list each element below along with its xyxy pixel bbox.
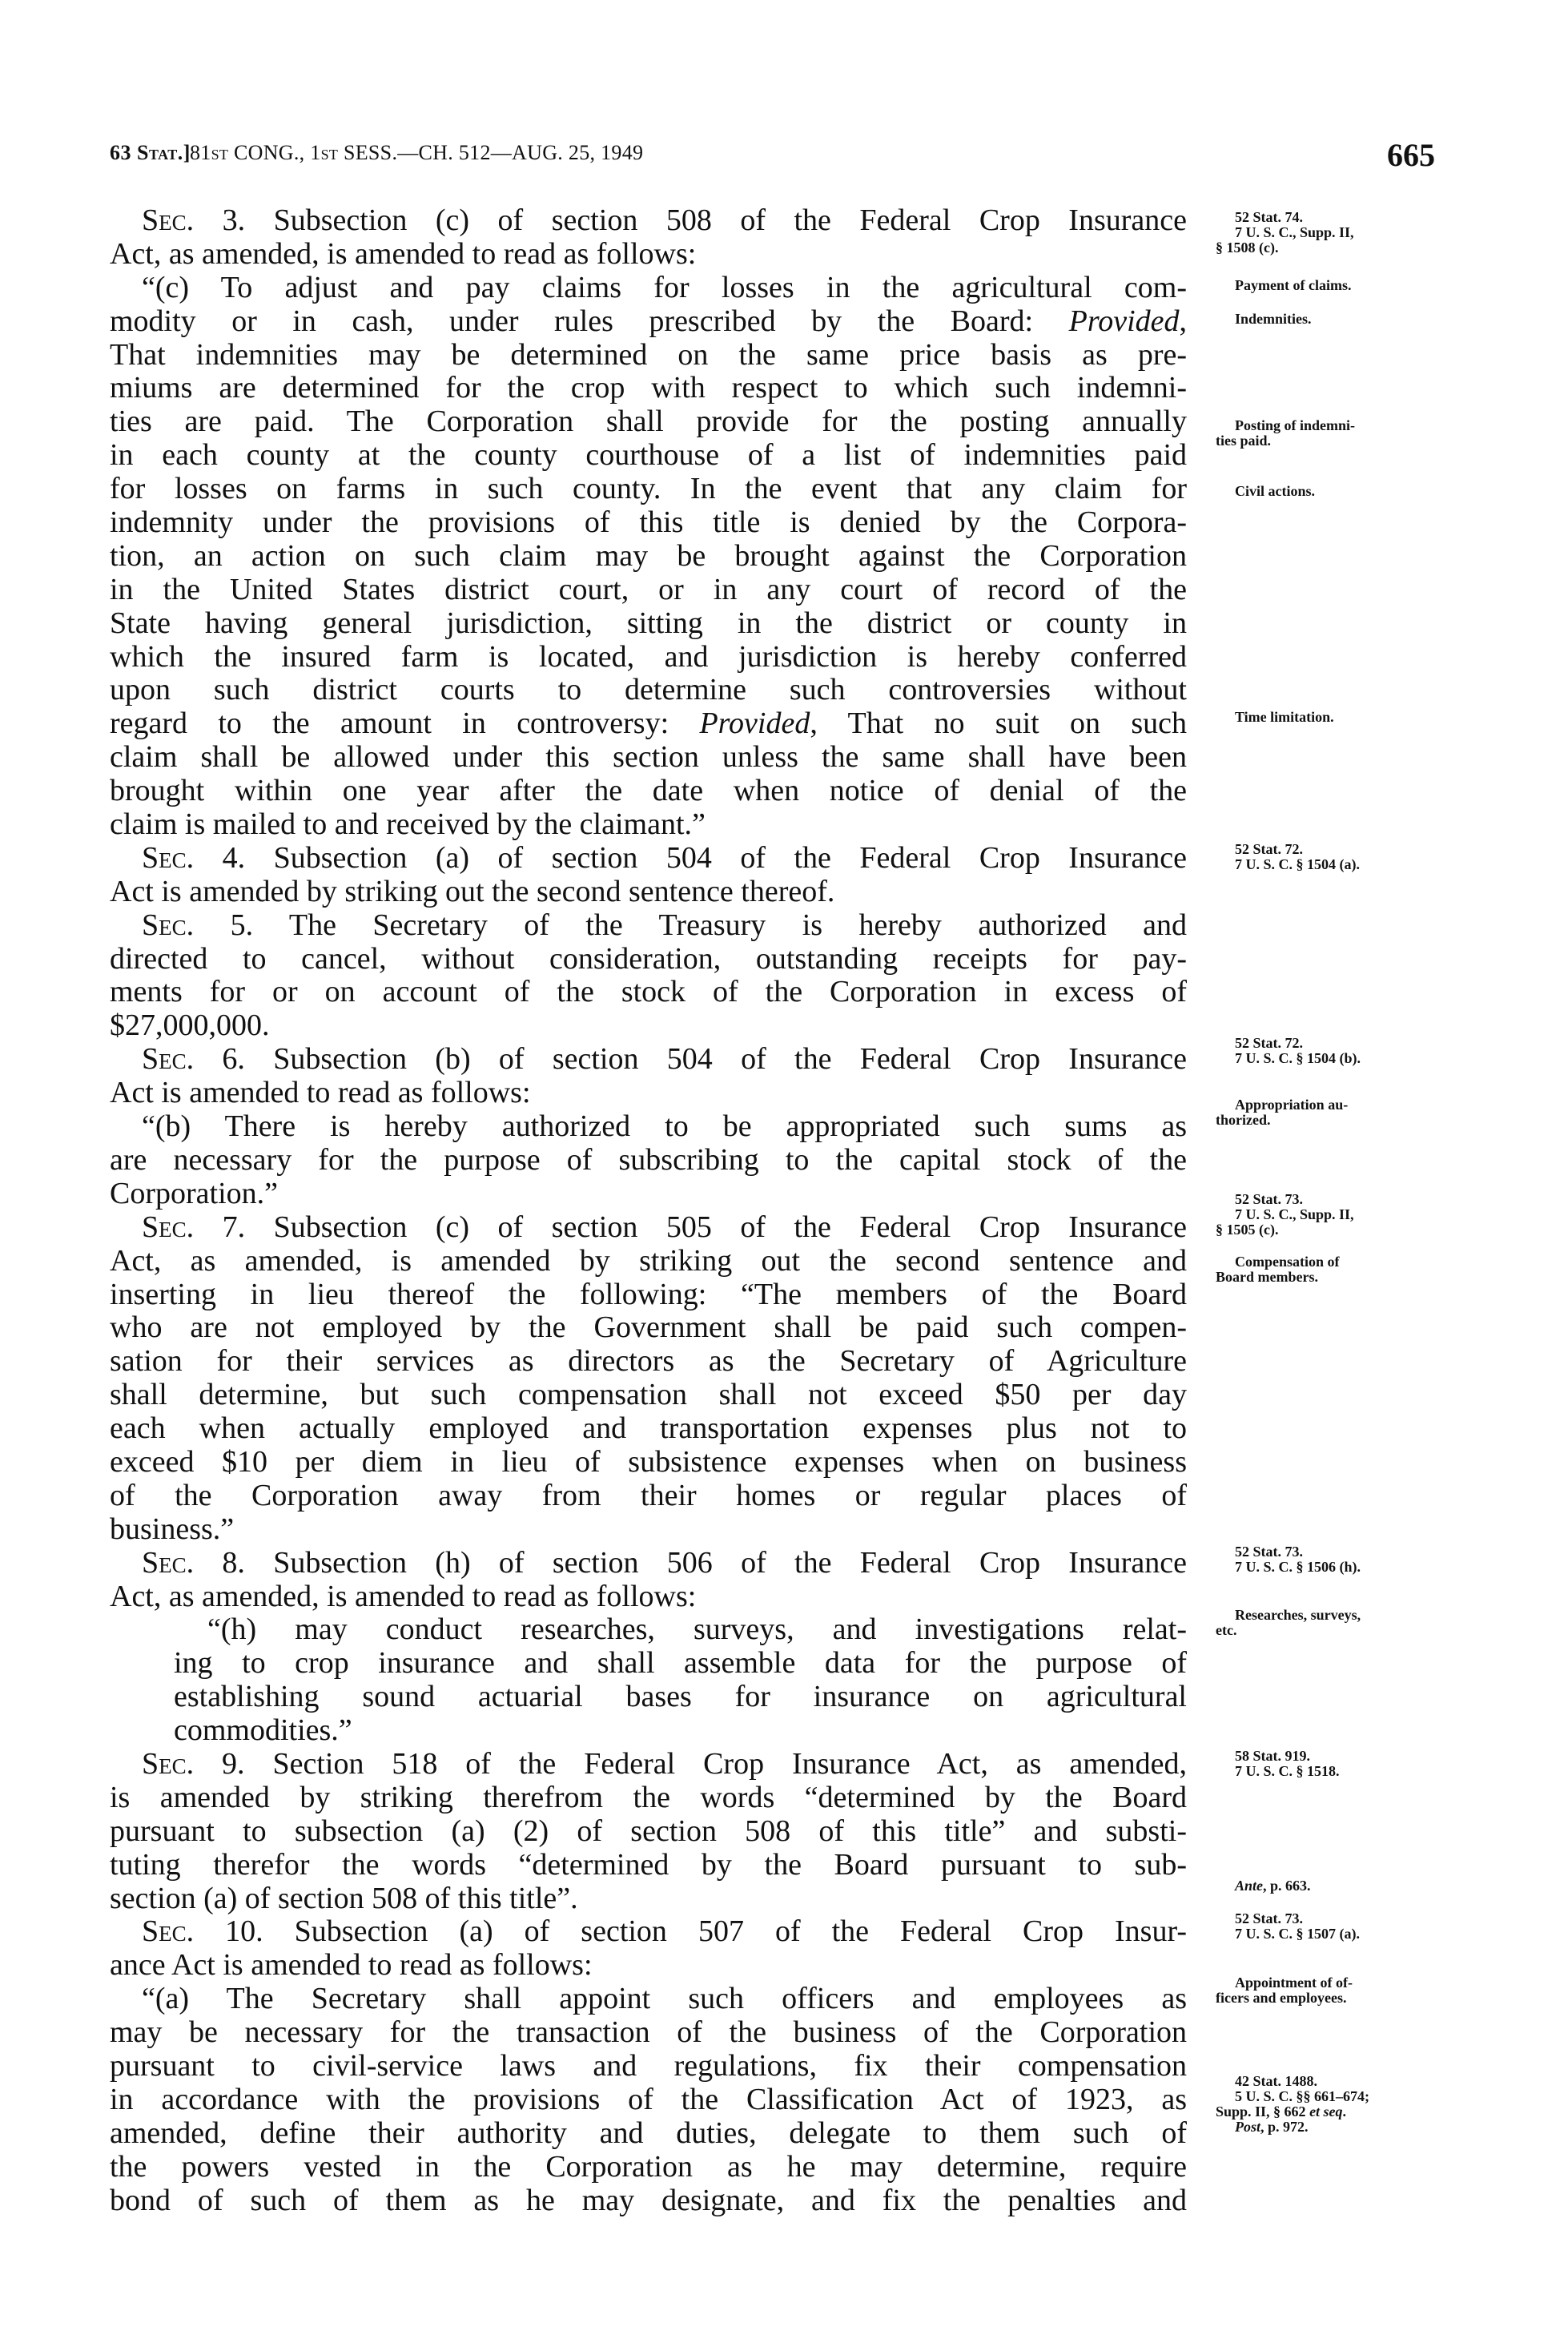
line-text: “(a) The Secretary shall appoint such officers and employees as [142,1983,1187,2016]
margin-note-line: 52 Stat. 73. [1235,1191,1303,1207]
text-line [110,1178,1187,1211]
section-heading-line [110,909,1187,943]
section-number: Sec. 4. [142,841,246,875]
margin-note-line: Appointment of of- [1235,1975,1353,1991]
margin-note-line: Board members. [1216,1269,1318,1285]
margin-note-line: 7 U. S. C., Supp. II, [1235,1206,1354,1222]
margin-note-line: Supp. II, § 662 et seq. [1216,2103,1347,2120]
text-line [110,1882,1187,1916]
text-line [110,1647,1187,1681]
line-text: establishing sound actuarial bases for insurance on agricultural [174,1681,1187,1714]
line-text: brought within one year after the date when notice of denial of the [110,775,1187,808]
margin-note-line: 7 U. S. C. § 1518. [1235,1763,1340,1779]
section-number: Sec. 3. [142,204,246,237]
line-text: is amended by striking therefrom the words “determined by the Board [110,1781,1187,1814]
line-text: commodities.” [174,1714,352,1748]
line-text: in the United States district court, or in any court of record of the [110,573,1187,606]
text-line [110,1815,1187,1849]
text-line [110,741,1187,775]
line-text: for losses on farms in such county. In the event that any claim for [110,473,1187,506]
line-text: Act, as amended, is amended by striking out the second sentence and [110,1244,1187,1278]
line-text-continued: , [1179,304,1187,338]
text-line [110,1983,1187,2016]
section-number: Sec. 5. [142,908,254,942]
line-text: are necessary for the purpose of subscribing to the capital stock of the [110,1143,1187,1177]
margin-note [1216,1036,1436,1066]
text-line [110,707,1187,741]
line-text: Subsection (c) of section 505 of the Federal Crop Insurance [245,1210,1187,1244]
line-text: upon such district courts to determine such controversies without [110,674,1187,707]
proviso-italic: Provided [1068,304,1180,338]
margin-note-line: ficers and employees. [1216,1990,1347,2006]
text-line [110,674,1187,707]
volume-reference: 63 Stat.] [110,141,191,164]
margin-note-line: § 1508 (c). [1216,240,1279,256]
section-heading-line [110,1915,1187,1949]
text-line [110,2117,1187,2151]
margin-note-line: ties paid. [1216,433,1272,449]
line-text: State having general jurisdiction, sitting in the district or county in [110,606,1187,640]
text-line [110,1077,1187,1110]
line-text: business.” [110,1512,235,1546]
margin-note-line: etc. [1216,1622,1237,1638]
text-line [110,1009,1187,1043]
margin-note-line: 52 Stat. 74. [1235,209,1303,225]
margin-note [1216,312,1436,327]
text-line [110,1613,1187,1647]
margin-note [1216,1975,1436,2006]
margin-note-line: 7 U. S. C. § 1506 (h). [1235,1559,1361,1575]
text-line [110,1245,1187,1278]
line-text: claim shall be allowed under this section unless the same shall have been [110,741,1187,775]
line-text: regard to the amount in controversy: [110,707,700,741]
margin-note-line: Payment of claims. [1235,277,1352,293]
line-text: in each county at the county courthouse of a list of indemnities paid [110,439,1187,473]
line-text: each when actually employed and transportation expenses plus not to [110,1412,1187,1446]
line-text: “(c) To adjust and pay claims for losses in the agricultural com- [142,271,1187,304]
margin-note [1216,1911,1436,1942]
line-text: may be necessary for the transaction of the business of the Corporation [110,2016,1187,2050]
margin-note-line: 58 Stat. 919. [1235,1748,1310,1764]
text-line [110,943,1187,976]
text-line [110,473,1187,506]
margin-note [1216,484,1436,499]
line-text: of the Corporation away from their homes or regular places of [110,1479,1187,1512]
line-text: claim is mailed to and received by the claimant.” [110,808,706,842]
line-text: section (a) of section 508 of this title”. [110,1882,578,1915]
line-text: shall determine, but such compensation shall not exceed $50 per day [110,1379,1187,1412]
margin-note [1216,842,1436,872]
line-text-continued: , That no suit on such [810,707,1187,741]
line-text: modity or in cash, under rules prescribed by the Board: [110,304,1069,338]
line-text: exceed $10 per diem in lieu of subsistence expenses when on business [110,1445,1187,1479]
line-text: who are not employed by the Government shall be paid such compen- [110,1311,1187,1345]
text-line [110,1110,1187,1144]
margin-note-line: 52 Stat. 72. [1235,1035,1303,1051]
text-line [110,1345,1187,1379]
margin-note-line: 5 U. S. C. §§ 661–674; [1235,2088,1370,2104]
text-line [110,775,1187,808]
line-text: $27,000,000. [110,1009,270,1043]
text-line [110,1144,1187,1178]
text-line [110,808,1187,842]
line-text: ties are paid. The Corporation shall provide for the posting annually [110,405,1187,439]
line-text: “(h) may conduct researches, surveys, and investigations relat- [207,1613,1187,1647]
section-number: Sec. 7. [142,1210,246,1244]
text-line [110,1379,1187,1412]
line-text: Subsection (b) of section 504 of the Federal Crop Insurance [244,1043,1187,1077]
margin-note-line: 52 Stat. 72. [1235,841,1303,857]
text-line [110,2083,1187,2117]
margin-note-line: 42 Stat. 1488. [1235,2073,1317,2089]
margin-note-line: Researches, surveys, [1235,1607,1361,1623]
text-line [110,2184,1187,2218]
margin-note-line: thorized. [1216,1112,1271,1128]
text-line [110,641,1187,674]
text-line [110,1513,1187,1547]
line-text: in accordance with the provisions of the Classification Act of 1923, as [110,2083,1187,2116]
text-line [110,2050,1187,2083]
text-line [110,1681,1187,1714]
line-text: pursuant to subsection (a) (2) of section 508 of this title” and substi- [110,1814,1187,1848]
line-text: Subsection (c) of section 508 of the Federal Crop Insurance [245,204,1187,237]
page-number: 665 [1387,137,1435,173]
line-text: The Secretary of the Treasury is hereby authorized and [253,908,1187,942]
text-line [110,2151,1187,2184]
section-heading-line [110,1748,1187,1781]
margin-note [1216,210,1436,256]
section-heading-line [110,1211,1187,1245]
margin-note [1216,1878,1436,1894]
line-text: the powers vested in the Corporation as he may determine, require [110,2150,1187,2184]
text-line [110,506,1187,540]
text-line [110,1714,1187,1748]
line-text: indemnity under the provisions of this title is denied by the Corpora- [110,506,1187,540]
text-line [110,1580,1187,1614]
margin-note [1216,1544,1436,1575]
text-line [110,305,1187,339]
text-line [110,2016,1187,2050]
margin-note [1216,418,1436,449]
section-number: Sec. 10. [142,1915,263,1949]
text-line [110,976,1187,1009]
margin-note [1216,1097,1436,1128]
session-chapter-date: 81st CONG., 1st SESS.—CH. 512—AUG. 25, 1949 [190,141,644,164]
text-line [110,339,1187,372]
statute-body-text [110,204,1187,2217]
line-text: ing to crop insurance and shall assemble data for the purpose of [174,1647,1187,1681]
line-text: “(b) There is hereby authorized to be appropriated such sums as [142,1110,1187,1144]
margin-note [1216,1254,1436,1285]
section-number: Sec. 9. [142,1747,245,1781]
line-text: Subsection (a) of section 507 of the Federal Crop Insur- [263,1915,1187,1949]
margin-note [1216,1192,1436,1238]
line-text: Section 518 of the Federal Crop Insurance Act, as amended, [244,1747,1187,1781]
margin-note-line: 52 Stat. 73. [1235,1544,1303,1560]
line-text: Act is amended by striking out the second sentence thereof. [110,875,835,908]
running-head [110,136,1435,171]
line-text: bond of such of them as he may designate, and fix the penalties and [110,2184,1187,2217]
margin-note-line: Posting of indemni- [1235,417,1356,433]
text-line [110,1278,1187,1312]
text-line [110,238,1187,272]
line-text: miums are determined for the crop with respect to which such indemni- [110,372,1187,405]
margin-note [1216,710,1436,725]
line-text: Act, as amended, is amended to read as follows: [110,237,697,271]
line-text: Subsection (h) of section 506 of the Federal Crop Insurance [244,1546,1187,1580]
text-line [110,372,1187,405]
text-line [110,540,1187,574]
margin-note-line: Indemnities. [1235,311,1312,327]
line-text: sation for their services as directors as the Secretary of Agriculture [110,1345,1187,1379]
line-text: inserting in lieu thereof the following: “The members of the Board [110,1278,1187,1311]
margin-note-line: 7 U. S. C. § 1507 (a). [1235,1926,1360,1942]
margin-note [1216,2074,1436,2135]
text-line [110,405,1187,439]
text-line [110,607,1187,641]
margin-note-line: 7 U. S. C. § 1504 (b). [1235,1050,1361,1066]
margin-note-line: 52 Stat. 73. [1235,1910,1303,1926]
margin-note [1216,278,1436,293]
line-text: Act, as amended, is amended to read as follows: [110,1580,697,1613]
line-text: directed to cancel, without consideration, outstanding receipts for pay- [110,942,1187,976]
line-text: That indemnities may be determined on the same price basis as pre- [110,338,1187,372]
line-text: amended, define their authority and duties, delegate to them such of [110,2116,1187,2150]
section-heading-line [110,1043,1187,1077]
text-line [110,1949,1187,1983]
margin-note-line: Appropriation au- [1235,1097,1349,1113]
margin-note-line: Civil actions. [1235,483,1316,499]
text-line [110,1849,1187,1882]
line-text: pursuant to civil-service laws and regulations, fix their compensation [110,2049,1187,2083]
margin-note [1216,1749,1436,1779]
text-line [110,272,1187,305]
line-text: ments for or on account of the stock of the Corporation in excess of [110,976,1187,1009]
text-line [110,1311,1187,1345]
line-text: Act is amended to read as follows: [110,1077,531,1110]
line-text: Corporation.” [110,1177,279,1210]
margin-note-line: § 1505 (c). [1216,1222,1279,1238]
line-text: ance Act is amended to read as follows: [110,1949,593,1983]
margin-note-line: Compensation of [1235,1254,1340,1270]
text-line [110,1412,1187,1446]
line-text: Subsection (a) of section 504 of the Federal Crop Insurance [245,841,1187,875]
margin-note-line: 7 U. S. C. § 1504 (a). [1235,856,1360,872]
text-line [110,876,1187,909]
section-heading-line [110,204,1187,238]
text-line [110,439,1187,473]
text-line [110,574,1187,607]
text-line [110,1446,1187,1479]
section-number: Sec. 6. [142,1043,245,1077]
section-heading-line [110,1547,1187,1580]
section-number: Sec. 8. [142,1546,245,1580]
margin-note-line: 7 U. S. C., Supp. II, [1235,224,1354,240]
line-text: tion, an action on such claim may be brought against the Corporation [110,539,1187,573]
line-text: tuting therefor the words “determined by the Board pursuant to sub- [110,1848,1187,1882]
line-text: which the insured farm is located, and jurisdiction is hereby conferred [110,640,1187,674]
section-heading-line [110,842,1187,876]
proviso-italic: Provided [699,707,810,741]
margin-note [1216,1608,1436,1638]
margin-note-line: Time limitation. [1235,709,1334,725]
margin-note-line: Post, p. 972. [1235,2119,1309,2135]
text-line [110,1781,1187,1815]
margin-note-line: Ante, p. 663. [1235,1878,1311,1894]
text-line [110,1479,1187,1513]
